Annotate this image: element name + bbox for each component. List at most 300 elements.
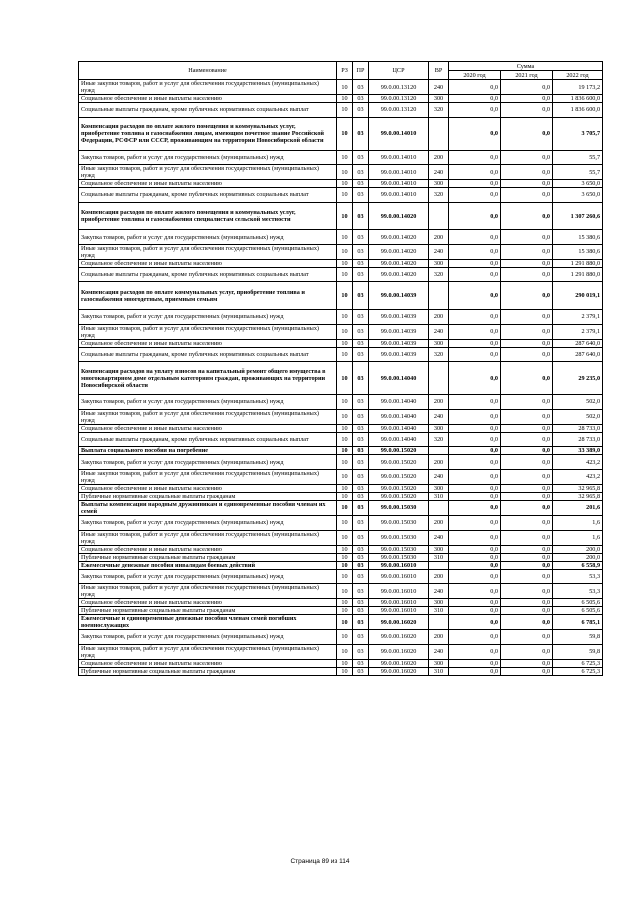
row-value-2021: 0,0 <box>501 180 553 188</box>
row-value-2020: 0,0 <box>449 659 501 667</box>
table-row <box>79 630 603 645</box>
row-vr: 300 <box>429 545 449 553</box>
row-rz: 10 <box>337 409 353 424</box>
row-csr: 99.0.00.14040 <box>369 432 429 447</box>
row-value-2021: 0,0 <box>501 409 553 424</box>
table-row <box>79 188 603 203</box>
row-pr: 03 <box>353 667 369 675</box>
row-value-2020: 0,0 <box>449 117 501 150</box>
row-name: Компенсация расходов по оплате жилого помещения и коммунальных услуг, приобретение топлива и газоснабжения специалистам сельской местности <box>79 202 337 230</box>
table-row <box>79 339 603 347</box>
row-rz: 10 <box>337 347 353 362</box>
row-vr: 200 <box>429 150 449 165</box>
row-value-2020: 0,0 <box>449 630 501 645</box>
row-name: Социальные выплаты гражданам, кроме публичных нормативных социальных выплат <box>79 267 337 282</box>
row-rz: 10 <box>337 395 353 410</box>
row-pr: 03 <box>353 362 369 395</box>
row-value-2020: 0,0 <box>449 80 501 95</box>
row-value-2022: 3 650,0 <box>553 180 603 188</box>
row-pr: 03 <box>353 282 369 310</box>
row-value-2022: 33 389,0 <box>553 447 603 455</box>
row-value-2020: 0,0 <box>449 615 501 630</box>
row-value-2021: 0,0 <box>501 282 553 310</box>
row-name: Закупка товаров, работ и услуг для государственных (муниципальных) нужд <box>79 230 337 245</box>
row-vr: 310 <box>429 667 449 675</box>
row-value-2021: 0,0 <box>501 80 553 95</box>
row-pr: 03 <box>353 259 369 267</box>
row-pr: 03 <box>353 500 369 515</box>
row-pr: 03 <box>353 599 369 607</box>
row-csr: 99.0.00.14020 <box>369 230 429 245</box>
table-row-section <box>79 561 603 569</box>
row-value-2020: 0,0 <box>449 584 501 599</box>
table-row <box>79 244 603 259</box>
row-value-2020: 0,0 <box>449 395 501 410</box>
header-csr: ЦСР <box>369 62 429 80</box>
row-value-2022: 6 725,3 <box>553 659 603 667</box>
row-name: Иные закупки товаров, работ и услуг для обеспечения государственных (муниципальных) нужд <box>79 80 337 95</box>
table-row <box>79 599 603 607</box>
row-rz: 10 <box>337 667 353 675</box>
row-pr: 03 <box>353 117 369 150</box>
row-vr: 200 <box>429 515 449 530</box>
row-rz: 10 <box>337 339 353 347</box>
row-value-2020: 0,0 <box>449 500 501 515</box>
row-rz: 10 <box>337 469 353 484</box>
table-row-section <box>79 117 603 150</box>
row-value-2022: 200,0 <box>553 545 603 553</box>
row-vr: 300 <box>429 180 449 188</box>
table-row <box>79 395 603 410</box>
row-value-2020: 0,0 <box>449 424 501 432</box>
row-value-2022: 28 733,0 <box>553 424 603 432</box>
row-vr: 240 <box>429 244 449 259</box>
row-rz: 10 <box>337 530 353 545</box>
row-vr: 200 <box>429 569 449 584</box>
row-value-2022: 1,6 <box>553 515 603 530</box>
row-value-2022: 59,8 <box>553 630 603 645</box>
row-pr: 03 <box>353 607 369 615</box>
row-value-2022: 6 725,3 <box>553 667 603 675</box>
row-rz: 10 <box>337 424 353 432</box>
row-value-2022: 2 379,1 <box>553 309 603 324</box>
row-value-2021: 0,0 <box>501 362 553 395</box>
table-row-section <box>79 362 603 395</box>
row-value-2021: 0,0 <box>501 569 553 584</box>
row-value-2021: 0,0 <box>501 347 553 362</box>
row-pr: 03 <box>353 165 369 180</box>
table-row <box>79 267 603 282</box>
row-name: Социальное обеспечение и иные выплаты населению <box>79 599 337 607</box>
row-value-2020: 0,0 <box>449 202 501 230</box>
row-pr: 03 <box>353 530 369 545</box>
row-value-2021: 0,0 <box>501 95 553 103</box>
row-pr: 03 <box>353 569 369 584</box>
row-csr: 99.0.00.15020 <box>369 492 429 500</box>
row-csr: 99.0.00.14039 <box>369 347 429 362</box>
row-value-2022: 1 836 600,0 <box>553 95 603 103</box>
row-pr: 03 <box>353 561 369 569</box>
row-value-2020: 0,0 <box>449 347 501 362</box>
row-value-2021: 0,0 <box>501 432 553 447</box>
row-value-2021: 0,0 <box>501 615 553 630</box>
row-value-2022: 502,0 <box>553 395 603 410</box>
row-rz: 10 <box>337 150 353 165</box>
row-csr: 99.0.00.15020 <box>369 447 429 455</box>
row-csr: 99.0.00.16010 <box>369 599 429 607</box>
table-row <box>79 324 603 339</box>
row-value-2021: 0,0 <box>501 150 553 165</box>
row-rz: 10 <box>337 259 353 267</box>
row-rz: 10 <box>337 615 353 630</box>
row-value-2020: 0,0 <box>449 492 501 500</box>
row-value-2020: 0,0 <box>449 447 501 455</box>
row-rz: 10 <box>337 188 353 203</box>
row-vr <box>429 362 449 395</box>
row-rz: 10 <box>337 584 353 599</box>
row-vr: 240 <box>429 584 449 599</box>
table-row <box>79 569 603 584</box>
row-csr: 99.0.00.15030 <box>369 515 429 530</box>
row-rz: 10 <box>337 103 353 118</box>
row-pr: 03 <box>353 347 369 362</box>
row-vr: 240 <box>429 80 449 95</box>
row-value-2021: 0,0 <box>501 561 553 569</box>
row-vr <box>429 282 449 310</box>
row-value-2022: 59,8 <box>553 644 603 659</box>
row-rz: 10 <box>337 515 353 530</box>
row-csr: 99.0.00.15020 <box>369 455 429 470</box>
row-csr: 99.0.00.13120 <box>369 103 429 118</box>
row-rz: 10 <box>337 165 353 180</box>
row-rz: 10 <box>337 455 353 470</box>
row-value-2022: 1 291 880,0 <box>553 267 603 282</box>
row-value-2022: 6 505,6 <box>553 607 603 615</box>
header-vr: ВР <box>429 62 449 80</box>
row-pr: 03 <box>353 469 369 484</box>
row-name: Социальное обеспечение и иные выплаты населению <box>79 659 337 667</box>
row-name: Социальное обеспечение и иные выплаты населению <box>79 339 337 347</box>
row-value-2022: 287 640,0 <box>553 339 603 347</box>
row-name: Публичные нормативные социальные выплаты гражданам <box>79 667 337 675</box>
row-value-2022: 1,6 <box>553 530 603 545</box>
page-number: Страница 89 из 114 <box>290 858 350 865</box>
row-pr: 03 <box>353 644 369 659</box>
row-value-2022: 3 650,0 <box>553 188 603 203</box>
table-row <box>79 103 603 118</box>
row-name: Иные закупки товаров, работ и услуг для обеспечения государственных (муниципальных) нужд <box>79 584 337 599</box>
row-name: Ежемесячные денежные пособия инвалидам боевых действий <box>79 561 337 569</box>
row-rz: 10 <box>337 484 353 492</box>
row-rz: 10 <box>337 432 353 447</box>
row-value-2021: 0,0 <box>501 545 553 553</box>
row-name: Социальные выплаты гражданам, кроме публичных нормативных социальных выплат <box>79 432 337 447</box>
row-rz: 10 <box>337 644 353 659</box>
row-value-2020: 0,0 <box>449 180 501 188</box>
row-csr: 99.0.00.14010 <box>369 117 429 150</box>
row-vr <box>429 500 449 515</box>
row-pr: 03 <box>353 80 369 95</box>
row-name: Публичные нормативные социальные выплаты гражданам <box>79 553 337 561</box>
row-rz: 10 <box>337 80 353 95</box>
row-value-2021: 0,0 <box>501 339 553 347</box>
row-csr: 99.0.00.14039 <box>369 339 429 347</box>
row-csr: 99.0.00.16020 <box>369 659 429 667</box>
row-value-2021: 0,0 <box>501 599 553 607</box>
table-row <box>79 455 603 470</box>
row-csr: 99.0.00.14020 <box>369 244 429 259</box>
row-vr: 300 <box>429 484 449 492</box>
table-row-section <box>79 202 603 230</box>
row-name: Социальное обеспечение и иные выплаты населению <box>79 95 337 103</box>
row-vr: 310 <box>429 492 449 500</box>
row-name: Закупка товаров, работ и услуг для государственных (муниципальных) нужд <box>79 515 337 530</box>
row-name: Компенсация расходов по оплате коммунальных услуг, приобретение топлива и газоснабжения многодетным, приемным семьям <box>79 282 337 310</box>
row-value-2020: 0,0 <box>449 667 501 675</box>
row-vr <box>429 447 449 455</box>
row-pr: 03 <box>353 584 369 599</box>
row-name: Социальные выплаты гражданам, кроме публичных нормативных социальных выплат <box>79 347 337 362</box>
row-value-2020: 0,0 <box>449 339 501 347</box>
table-row <box>79 484 603 492</box>
row-name: Закупка товаров, работ и услуг для государственных (муниципальных) нужд <box>79 455 337 470</box>
row-value-2021: 0,0 <box>501 515 553 530</box>
row-value-2021: 0,0 <box>501 530 553 545</box>
row-value-2020: 0,0 <box>449 644 501 659</box>
row-value-2020: 0,0 <box>449 95 501 103</box>
row-csr: 99.0.00.15020 <box>369 484 429 492</box>
row-value-2020: 0,0 <box>449 484 501 492</box>
row-value-2020: 0,0 <box>449 530 501 545</box>
row-vr <box>429 202 449 230</box>
row-csr: 99.0.00.14010 <box>369 180 429 188</box>
row-value-2021: 0,0 <box>501 484 553 492</box>
row-name: Социальные выплаты гражданам, кроме публичных нормативных социальных выплат <box>79 103 337 118</box>
row-value-2020: 0,0 <box>449 569 501 584</box>
row-rz: 10 <box>337 553 353 561</box>
row-pr: 03 <box>353 447 369 455</box>
row-csr: 99.0.00.14040 <box>369 424 429 432</box>
row-value-2021: 0,0 <box>501 309 553 324</box>
row-rz: 10 <box>337 561 353 569</box>
row-pr: 03 <box>353 492 369 500</box>
row-csr: 99.0.00.13120 <box>369 95 429 103</box>
row-name: Иные закупки товаров, работ и услуг для обеспечения государственных (муниципальных) нужд <box>79 409 337 424</box>
row-rz: 10 <box>337 607 353 615</box>
row-value-2022: 423,2 <box>553 455 603 470</box>
row-value-2021: 0,0 <box>501 267 553 282</box>
header-year-2020: 2020 год <box>449 71 501 80</box>
row-name: Иные закупки товаров, работ и услуг для обеспечения государственных (муниципальных) нужд <box>79 165 337 180</box>
row-vr: 300 <box>429 259 449 267</box>
row-value-2022: 6 505,6 <box>553 599 603 607</box>
row-csr: 99.0.00.16010 <box>369 607 429 615</box>
row-name: Социальное обеспечение и иные выплаты населению <box>79 259 337 267</box>
table-row <box>79 165 603 180</box>
row-rz: 10 <box>337 202 353 230</box>
row-csr: 99.0.00.14040 <box>369 395 429 410</box>
table-row <box>79 492 603 500</box>
row-vr: 240 <box>429 409 449 424</box>
row-value-2020: 0,0 <box>449 244 501 259</box>
row-pr: 03 <box>353 424 369 432</box>
row-value-2022: 28 733,0 <box>553 432 603 447</box>
row-value-2021: 0,0 <box>501 455 553 470</box>
row-value-2022: 32 965,8 <box>553 492 603 500</box>
row-vr: 300 <box>429 424 449 432</box>
row-rz: 10 <box>337 545 353 553</box>
row-vr: 300 <box>429 339 449 347</box>
row-name: Выплаты компенсации народным дружинникам и единовременные пособия членам их семей <box>79 500 337 515</box>
row-value-2021: 0,0 <box>501 117 553 150</box>
row-value-2021: 0,0 <box>501 188 553 203</box>
row-csr: 99.0.00.14010 <box>369 150 429 165</box>
row-rz: 10 <box>337 447 353 455</box>
row-csr: 99.0.00.15030 <box>369 553 429 561</box>
row-rz: 10 <box>337 630 353 645</box>
table-row <box>79 545 603 553</box>
row-rz: 10 <box>337 599 353 607</box>
row-name: Закупка товаров, работ и услуг для государственных (муниципальных) нужд <box>79 150 337 165</box>
table-row <box>79 644 603 659</box>
row-name: Компенсация расходов по оплате жилого помещения и коммунальных услуг, приобретение топлива и газоснабжения лицам, имеющим почетное звание Российской Федерации, РСФСР или СССР, проживающим на территории Новосибирской области <box>79 117 337 150</box>
row-value-2022: 200,0 <box>553 553 603 561</box>
row-rz: 10 <box>337 267 353 282</box>
row-pr: 03 <box>353 324 369 339</box>
table-row-section <box>79 615 603 630</box>
row-value-2020: 0,0 <box>449 188 501 203</box>
row-name: Закупка товаров, работ и услуг для государственных (муниципальных) нужд <box>79 395 337 410</box>
row-csr: 99.0.00.14020 <box>369 202 429 230</box>
row-value-2022: 6 558,9 <box>553 561 603 569</box>
row-rz: 10 <box>337 500 353 515</box>
row-value-2022: 29 235,0 <box>553 362 603 395</box>
row-vr: 310 <box>429 607 449 615</box>
row-value-2020: 0,0 <box>449 309 501 324</box>
row-vr: 300 <box>429 659 449 667</box>
row-vr: 240 <box>429 469 449 484</box>
row-vr: 300 <box>429 599 449 607</box>
row-csr: 99.0.00.13120 <box>369 80 429 95</box>
row-value-2021: 0,0 <box>501 230 553 245</box>
table-row <box>79 530 603 545</box>
row-name: Публичные нормативные социальные выплаты гражданам <box>79 492 337 500</box>
row-value-2022: 290 019,1 <box>553 282 603 310</box>
table-row <box>79 553 603 561</box>
header-pr: ПР <box>353 62 369 80</box>
row-rz: 10 <box>337 362 353 395</box>
row-value-2020: 0,0 <box>449 599 501 607</box>
row-name: Иные закупки товаров, работ и услуг для обеспечения государственных (муниципальных) нужд <box>79 530 337 545</box>
row-vr: 200 <box>429 309 449 324</box>
row-rz: 10 <box>337 282 353 310</box>
row-value-2020: 0,0 <box>449 561 501 569</box>
row-csr: 99.0.00.16020 <box>369 667 429 675</box>
row-pr: 03 <box>353 309 369 324</box>
table-row <box>79 309 603 324</box>
budget-table <box>78 61 603 676</box>
row-value-2021: 0,0 <box>501 553 553 561</box>
row-value-2020: 0,0 <box>449 515 501 530</box>
row-name: Выплата социального пособия на погребение <box>79 447 337 455</box>
row-rz: 10 <box>337 117 353 150</box>
row-csr: 99.0.00.14040 <box>369 409 429 424</box>
row-vr: 240 <box>429 165 449 180</box>
row-name: Социальные выплаты гражданам, кроме публичных нормативных социальных выплат <box>79 188 337 203</box>
row-pr: 03 <box>353 339 369 347</box>
row-value-2021: 0,0 <box>501 244 553 259</box>
row-name: Иные закупки товаров, работ и услуг для обеспечения государственных (муниципальных) нужд <box>79 324 337 339</box>
row-vr: 240 <box>429 644 449 659</box>
row-pr: 03 <box>353 188 369 203</box>
row-rz: 10 <box>337 492 353 500</box>
row-name: Иные закупки товаров, работ и услуг для обеспечения государственных (муниципальных) нужд <box>79 469 337 484</box>
row-vr: 240 <box>429 530 449 545</box>
row-rz: 10 <box>337 659 353 667</box>
header-year-2021: 2021 год <box>501 71 553 80</box>
row-value-2020: 0,0 <box>449 409 501 424</box>
header-sum: Сумма <box>449 62 603 71</box>
row-value-2022: 2 379,1 <box>553 324 603 339</box>
row-pr: 03 <box>353 230 369 245</box>
row-vr: 200 <box>429 630 449 645</box>
row-value-2022: 55,7 <box>553 165 603 180</box>
row-value-2022: 1 836 600,0 <box>553 103 603 118</box>
row-rz: 10 <box>337 230 353 245</box>
table-row <box>79 469 603 484</box>
row-name: Публичные нормативные социальные выплаты гражданам <box>79 607 337 615</box>
row-value-2022: 1 307 260,6 <box>553 202 603 230</box>
row-value-2021: 0,0 <box>501 469 553 484</box>
row-value-2022: 287 640,0 <box>553 347 603 362</box>
row-name: Социальное обеспечение и иные выплаты населению <box>79 484 337 492</box>
row-vr: 310 <box>429 553 449 561</box>
row-value-2022: 3 705,7 <box>553 117 603 150</box>
row-value-2022: 6 785,1 <box>553 615 603 630</box>
row-pr: 03 <box>353 630 369 645</box>
header-rz: РЗ <box>337 62 353 80</box>
row-name: Социальное обеспечение и иные выплаты населению <box>79 180 337 188</box>
row-value-2020: 0,0 <box>449 103 501 118</box>
row-csr: 99.0.00.14039 <box>369 282 429 310</box>
row-rz: 10 <box>337 309 353 324</box>
row-vr: 200 <box>429 455 449 470</box>
row-csr: 99.0.00.16010 <box>369 569 429 584</box>
row-name: Закупка товаров, работ и услуг для государственных (муниципальных) нужд <box>79 309 337 324</box>
row-vr: 320 <box>429 267 449 282</box>
row-pr: 03 <box>353 553 369 561</box>
row-csr: 99.0.00.14040 <box>369 362 429 395</box>
row-vr: 320 <box>429 432 449 447</box>
row-vr: 320 <box>429 347 449 362</box>
row-name: Закупка товаров, работ и услуг для государственных (муниципальных) нужд <box>79 569 337 584</box>
row-pr: 03 <box>353 545 369 553</box>
row-value-2021: 0,0 <box>501 395 553 410</box>
table-row <box>79 347 603 362</box>
header-name: Наименование <box>79 62 337 80</box>
row-value-2020: 0,0 <box>449 607 501 615</box>
row-value-2020: 0,0 <box>449 259 501 267</box>
row-rz: 10 <box>337 180 353 188</box>
table-row-section <box>79 447 603 455</box>
row-vr <box>429 117 449 150</box>
row-csr: 99.0.00.14010 <box>369 188 429 203</box>
table-row <box>79 584 603 599</box>
row-value-2021: 0,0 <box>501 165 553 180</box>
row-value-2020: 0,0 <box>449 324 501 339</box>
row-value-2021: 0,0 <box>501 447 553 455</box>
row-value-2021: 0,0 <box>501 500 553 515</box>
